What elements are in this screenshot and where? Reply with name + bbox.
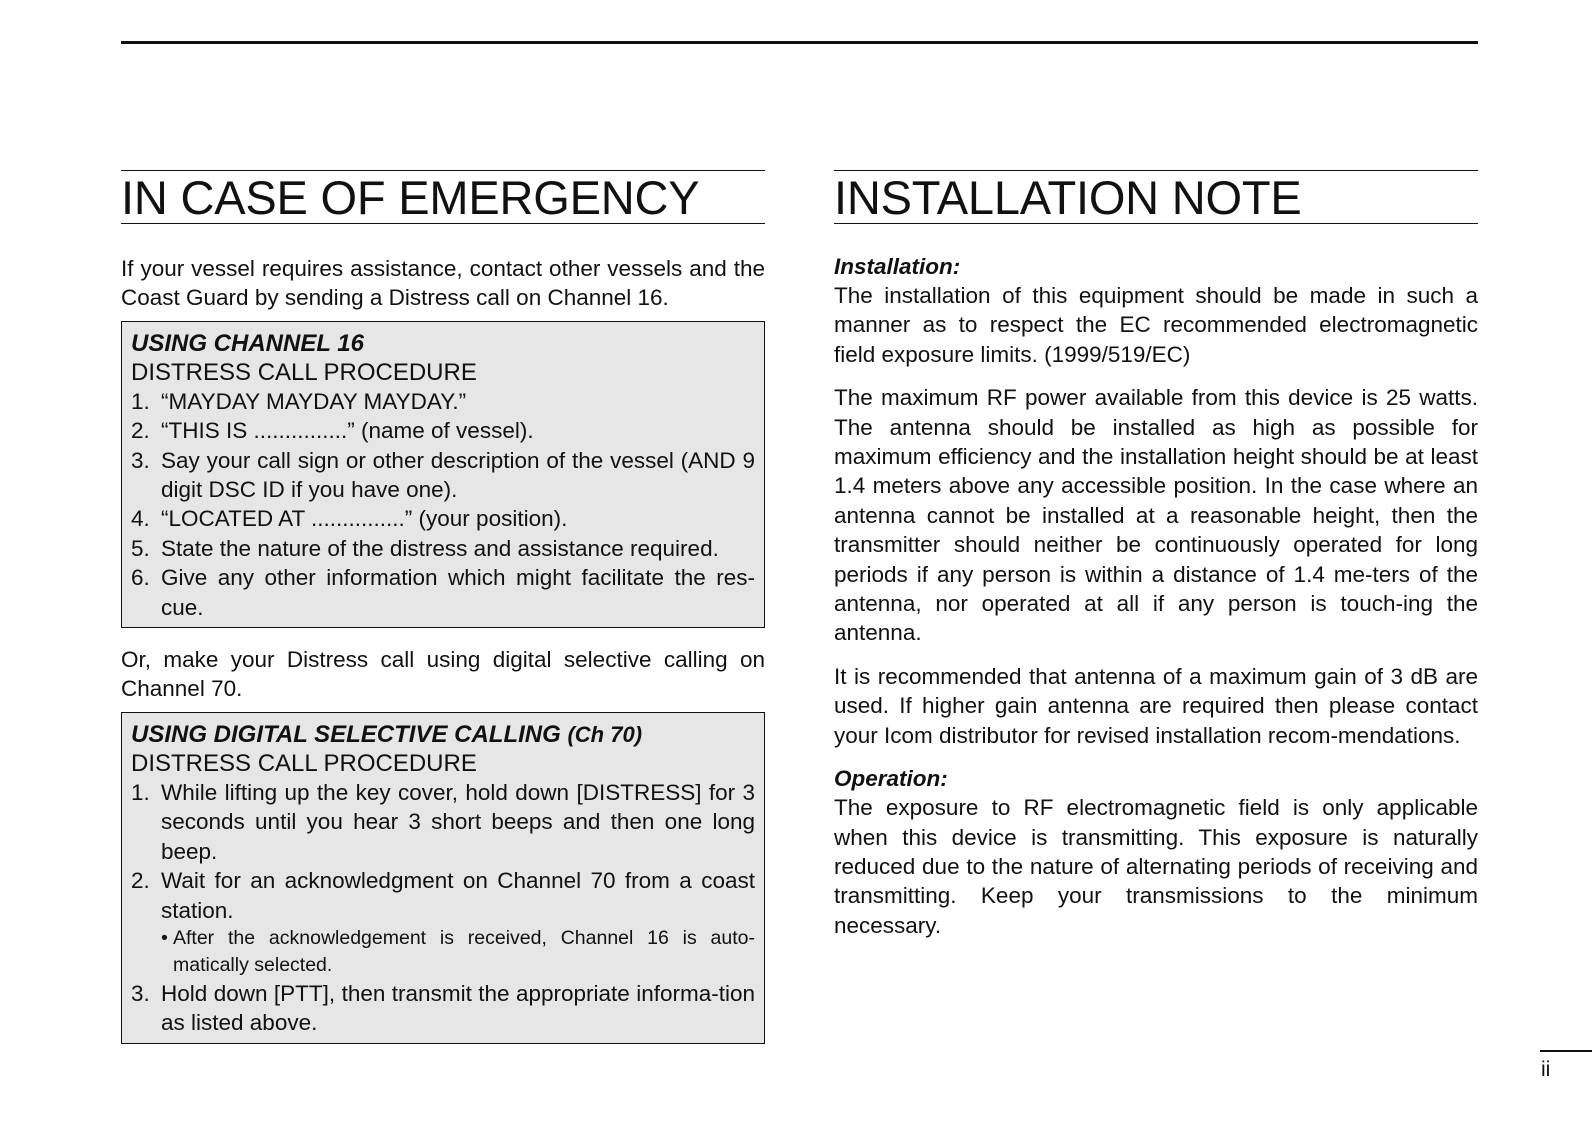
step-number: 3. bbox=[131, 447, 150, 473]
dsc-box-title-channel: (Ch 70) bbox=[567, 721, 643, 747]
step-number: 2. bbox=[131, 868, 150, 894]
step-number: 2. bbox=[131, 418, 150, 444]
list-item bbox=[131, 416, 755, 445]
step-number: 4. bbox=[131, 506, 150, 532]
step-text: Wait for an acknowledgment on Channel 70 from a coast station. bbox=[161, 868, 755, 923]
installation-paragraph: It is recommended that antenna of a maximum gain of 3 dB are used. If higher gain antenna are required then please contact your Icom distributor for revised installation recom-mendations. bbox=[834, 663, 1478, 748]
installation-paragraph: The installation of this equipment should be made in such a manner as to respect the EC recommended electromagnetic field exposure limits. (1999/519/EC) bbox=[834, 283, 1478, 367]
installation-paragraph: The maximum RF power available from this device is 25 watts. The antenna should be installed as high as possible for maximum efficiency and the installation height should be at least 1.4 meters above any accessible position. In the case where an antenna cannot be installed at a reasonable height, then the transmitter should neither be continuously operated for long periods if any person is within a distance of 1.4 me-ters of the antenna, nor operated at all if any person is touch-ing the antenna. bbox=[834, 385, 1478, 646]
dsc-note bbox=[131, 925, 755, 979]
installation-column bbox=[834, 170, 1478, 940]
step-number: 1. bbox=[131, 779, 150, 805]
step-text: While lifting up the key cover, hold down [DISTRESS] for 3 seconds until you hear 3 short beeps and then one long beep. bbox=[161, 779, 755, 864]
list-item bbox=[131, 979, 755, 1038]
channel-16-procedure-box bbox=[121, 321, 765, 628]
page-number: ii bbox=[1541, 1058, 1551, 1081]
bullet-mark: • bbox=[161, 926, 168, 949]
list-item bbox=[131, 446, 755, 505]
channel-16-box-subtitle: DISTRESS CALL PROCEDURE bbox=[131, 358, 477, 386]
step-text: Say your call sign or other description of the vessel (AND 9 digit DSC ID if you have one). bbox=[161, 447, 755, 503]
step-number: 6. bbox=[131, 565, 150, 591]
operation-subtitle: Operation: bbox=[834, 766, 948, 792]
list-item bbox=[131, 534, 755, 563]
emergency-intro: If your vessel requires assistance, contact other vessels and the Coast Guard by sending a Distress call on Channel 16. bbox=[121, 256, 765, 311]
dsc-steps bbox=[131, 778, 755, 925]
channel-16-box-title: USING CHANNEL 16 bbox=[131, 329, 364, 357]
channel-16-steps bbox=[131, 387, 755, 622]
installation-heading: INSTALLATION NOTE bbox=[834, 170, 1478, 224]
emergency-heading: IN CASE OF EMERGENCY bbox=[121, 170, 765, 224]
dsc-procedure-box bbox=[121, 712, 765, 1044]
list-item bbox=[131, 866, 755, 925]
installation-subtitle: Installation: bbox=[834, 254, 961, 279]
step-text: “THIS IS ...............” (name of vessel). bbox=[161, 418, 534, 444]
dsc-box-title bbox=[131, 720, 755, 749]
step-number: 1. bbox=[131, 388, 150, 414]
top-rule bbox=[121, 41, 1478, 44]
page-number-rule bbox=[1540, 1050, 1592, 1052]
dsc-steps-continued bbox=[131, 979, 755, 1038]
step-text: State the nature of the distress and assistance required. bbox=[161, 535, 719, 561]
list-item bbox=[131, 504, 755, 533]
list-item bbox=[131, 563, 755, 622]
list-item bbox=[131, 387, 755, 416]
dsc-box-subtitle: DISTRESS CALL PROCEDURE bbox=[131, 749, 477, 777]
dsc-note-text: After the acknowledgement is received, Channel 16 is auto-matically selected. bbox=[173, 926, 755, 976]
operation-paragraph: The exposure to RF electromagnetic field is only applicable when this device is transmitting. This exposure is naturally reduced due to the nature of alternating periods of receiving and transmitting. Keep your transmissions to the minimum necessary. bbox=[834, 795, 1478, 938]
emergency-column bbox=[121, 170, 765, 1044]
dsc-box-title-text: USING DIGITAL SELECTIVE CALLING bbox=[131, 720, 561, 748]
step-number: 3. bbox=[131, 980, 150, 1006]
step-text: Give any other information which might facilitate the res-cue. bbox=[161, 565, 755, 620]
dsc-intro: Or, make your Distress call using digital selective calling on Channel 70. bbox=[121, 647, 765, 702]
step-number: 5. bbox=[131, 535, 150, 561]
step-text: “LOCATED AT ...............” (your position). bbox=[161, 506, 568, 532]
list-item bbox=[131, 778, 755, 866]
step-text: “MAYDAY MAYDAY MAYDAY.” bbox=[161, 388, 467, 414]
step-text: Hold down [PTT], then transmit the appropriate informa-tion as listed above. bbox=[161, 980, 755, 1036]
